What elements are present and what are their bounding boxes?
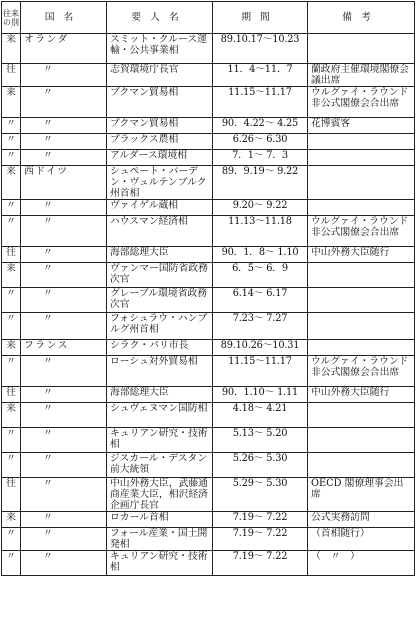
- row-note: [308, 403, 415, 428]
- row-period: 6．5〜 6．9: [213, 263, 308, 288]
- table-row: [2, 64, 415, 87]
- row-type: 往: [2, 478, 21, 512]
- row-name: アルダース環境相: [107, 150, 213, 166]
- row-type: 〃: [2, 216, 21, 247]
- row-period: 7.23〜 7.27: [213, 313, 308, 340]
- table-row: [2, 478, 415, 512]
- row-type: 〃: [2, 200, 21, 216]
- table-row: [2, 118, 415, 134]
- row-note: [308, 200, 415, 216]
- row-country: 〃: [21, 263, 107, 288]
- row-note: 蘭政府主催環境閣僚会議出席: [308, 64, 415, 87]
- row-note: OECD 閣僚理事会出席: [308, 478, 415, 512]
- header-note: 備考: [308, 2, 415, 34]
- row-period: 11.13〜11.18: [213, 216, 308, 247]
- row-name: シュヴェヌマン国防相: [107, 403, 213, 428]
- row-period: 9.20〜 9.22: [213, 200, 308, 216]
- row-period: 5.29〜 5.30: [213, 478, 308, 512]
- table-row: [2, 428, 415, 453]
- row-name: フォール産業・国土開発相: [107, 528, 213, 551]
- row-note: [308, 166, 415, 200]
- row-note: 花博賓客: [308, 118, 415, 134]
- row-period: 90．1．8〜 1.10: [213, 247, 308, 263]
- row-period: 6.14〜 6.17: [213, 288, 308, 313]
- row-period: 90．1.10〜 1.11: [213, 387, 308, 403]
- row-period: 7.19〜 7.22: [213, 528, 308, 551]
- row-name: 志賀環境庁長官: [107, 64, 213, 87]
- row-note: [308, 134, 415, 150]
- row-type: 来: [2, 403, 21, 428]
- header-period: 期間: [213, 2, 308, 34]
- row-country: 〃: [21, 403, 107, 428]
- row-type: 来: [2, 87, 21, 118]
- row-country: 〃: [21, 134, 107, 150]
- row-country: 〃: [21, 551, 107, 576]
- table-row: [2, 87, 415, 118]
- row-country: 西ドイツ: [21, 166, 107, 200]
- row-period: 11.15〜11.17: [213, 87, 308, 118]
- row-note: [308, 313, 415, 340]
- row-period: 89.10.17〜10.23: [213, 34, 308, 64]
- row-country: 〃: [21, 150, 107, 166]
- header-name: 要人名: [107, 2, 213, 34]
- table-row: [2, 453, 415, 478]
- row-country: 〃: [21, 356, 107, 387]
- row-name: キュリアン研究・技術相: [107, 551, 213, 576]
- table-row: [2, 263, 415, 288]
- row-type: 来: [2, 512, 21, 528]
- row-type: 〃: [2, 356, 21, 387]
- row-note: ウルグァイ・ラウンド非公式閣僚会合出席: [308, 356, 415, 387]
- row-note: 中山外務大臣随行: [308, 387, 415, 403]
- row-name: グレーブル環境省政務次官: [107, 288, 213, 313]
- row-country: フランス: [21, 340, 107, 356]
- row-name: 海部総理大臣: [107, 247, 213, 263]
- row-note: （首相随行）: [308, 528, 415, 551]
- row-note: （ 〃 ）: [308, 551, 415, 576]
- row-name: シラク・パリ市長: [107, 340, 213, 356]
- table-row: [2, 134, 415, 150]
- row-country: 〃: [21, 528, 107, 551]
- row-note: [308, 288, 415, 313]
- header-type: 往来の別: [2, 2, 21, 34]
- row-type: 〃: [2, 453, 21, 478]
- row-country: 〃: [21, 247, 107, 263]
- row-period: 11.15〜11.17: [213, 356, 308, 387]
- row-type: 〃: [2, 118, 21, 134]
- table-row: [2, 216, 415, 247]
- table-row: [2, 551, 415, 576]
- row-type: 〃: [2, 150, 21, 166]
- header-country: 国名: [21, 2, 107, 34]
- row-type: 〃: [2, 428, 21, 453]
- row-note: [308, 263, 415, 288]
- table-row: [2, 356, 415, 387]
- table-body: [2, 34, 415, 576]
- row-period: 89．9.19〜 9.22: [213, 166, 308, 200]
- row-type: 往: [2, 387, 21, 403]
- row-note: 中山外務大臣随行: [308, 247, 415, 263]
- row-period: 4.18〜 4.21: [213, 403, 308, 428]
- row-period: 5.26〜 5.30: [213, 453, 308, 478]
- row-period: 90．4.22〜 4.25: [213, 118, 308, 134]
- row-country: 〃: [21, 87, 107, 118]
- row-name: ブクマン貿易相: [107, 118, 213, 134]
- row-note: [308, 453, 415, 478]
- row-name: ブクマン貿易相: [107, 87, 213, 118]
- row-country: 〃: [21, 216, 107, 247]
- row-country: 〃: [21, 512, 107, 528]
- row-name: シュペート・バーデン・ヴュルテンブルク州首相: [107, 166, 213, 200]
- table-row: [2, 528, 415, 551]
- row-name: フォシュラウ・ハンブルグ州首相: [107, 313, 213, 340]
- row-country: 〃: [21, 200, 107, 216]
- table-row: [2, 403, 415, 428]
- row-period: 7.19〜 7.22: [213, 551, 308, 576]
- row-note: [308, 150, 415, 166]
- row-type: 往: [2, 247, 21, 263]
- row-type: 〃: [2, 528, 21, 551]
- row-country: 〃: [21, 313, 107, 340]
- table-row: [2, 166, 415, 200]
- row-name: ヴァンマー国防省政務次官: [107, 263, 213, 288]
- row-note: 公式実務訪問: [308, 512, 415, 528]
- row-country: 〃: [21, 453, 107, 478]
- row-country: 〃: [21, 428, 107, 453]
- row-name: キュリアン研究・技術相: [107, 428, 213, 453]
- row-country: 〃: [21, 387, 107, 403]
- row-name: ジスカール・デスタン前大統領: [107, 453, 213, 478]
- row-name: 中山外務大臣，武藤通商産業大臣，相沢経済企画庁長官: [107, 478, 213, 512]
- row-name: ヴァイゲル蔵相: [107, 200, 213, 216]
- table-row: [2, 340, 415, 356]
- row-note: [308, 340, 415, 356]
- table-row: [2, 512, 415, 528]
- table-row: [2, 247, 415, 263]
- row-period: 89.10.26〜10.31: [213, 340, 308, 356]
- row-name: ブラックス農相: [107, 134, 213, 150]
- row-type: 〃: [2, 313, 21, 340]
- row-country: オランダ: [21, 34, 107, 64]
- header-row: [2, 2, 415, 34]
- row-period: 6.26〜 6.30: [213, 134, 308, 150]
- row-name: 海部総理大臣: [107, 387, 213, 403]
- row-country: 〃: [21, 288, 107, 313]
- row-type: 〃: [2, 134, 21, 150]
- table-row: [2, 288, 415, 313]
- row-period: 5.13〜 5.20: [213, 428, 308, 453]
- table-row: [2, 200, 415, 216]
- row-type: 来: [2, 340, 21, 356]
- official-visits-table: [1, 1, 415, 576]
- row-name: ロカール首相: [107, 512, 213, 528]
- row-period: 7．1〜 7．3: [213, 150, 308, 166]
- table-row: [2, 34, 415, 64]
- row-country: 〃: [21, 64, 107, 87]
- table-row: [2, 313, 415, 340]
- row-note: ウルグァイ・ラウンド非公式閣僚会合出席: [308, 216, 415, 247]
- row-type: 来: [2, 166, 21, 200]
- row-note: ウルグァイ・ラウンド非公式閣僚会合出席: [308, 87, 415, 118]
- table-row: [2, 387, 415, 403]
- row-country: 〃: [21, 478, 107, 512]
- row-country: 〃: [21, 118, 107, 134]
- row-type: 〃: [2, 288, 21, 313]
- row-type: 往: [2, 64, 21, 87]
- row-name: ローシュ対外貿易相: [107, 356, 213, 387]
- row-type: 来: [2, 263, 21, 288]
- row-period: 7.19〜 7.22: [213, 512, 308, 528]
- row-name: ハウスマン経済相: [107, 216, 213, 247]
- row-period: 11．4〜11．7: [213, 64, 308, 87]
- row-name: スミット・クルース運輸・公共事業相: [107, 34, 213, 64]
- row-note: [308, 428, 415, 453]
- row-type: 〃: [2, 551, 21, 576]
- row-note: [308, 34, 415, 64]
- row-type: 来: [2, 34, 21, 64]
- table-row: [2, 150, 415, 166]
